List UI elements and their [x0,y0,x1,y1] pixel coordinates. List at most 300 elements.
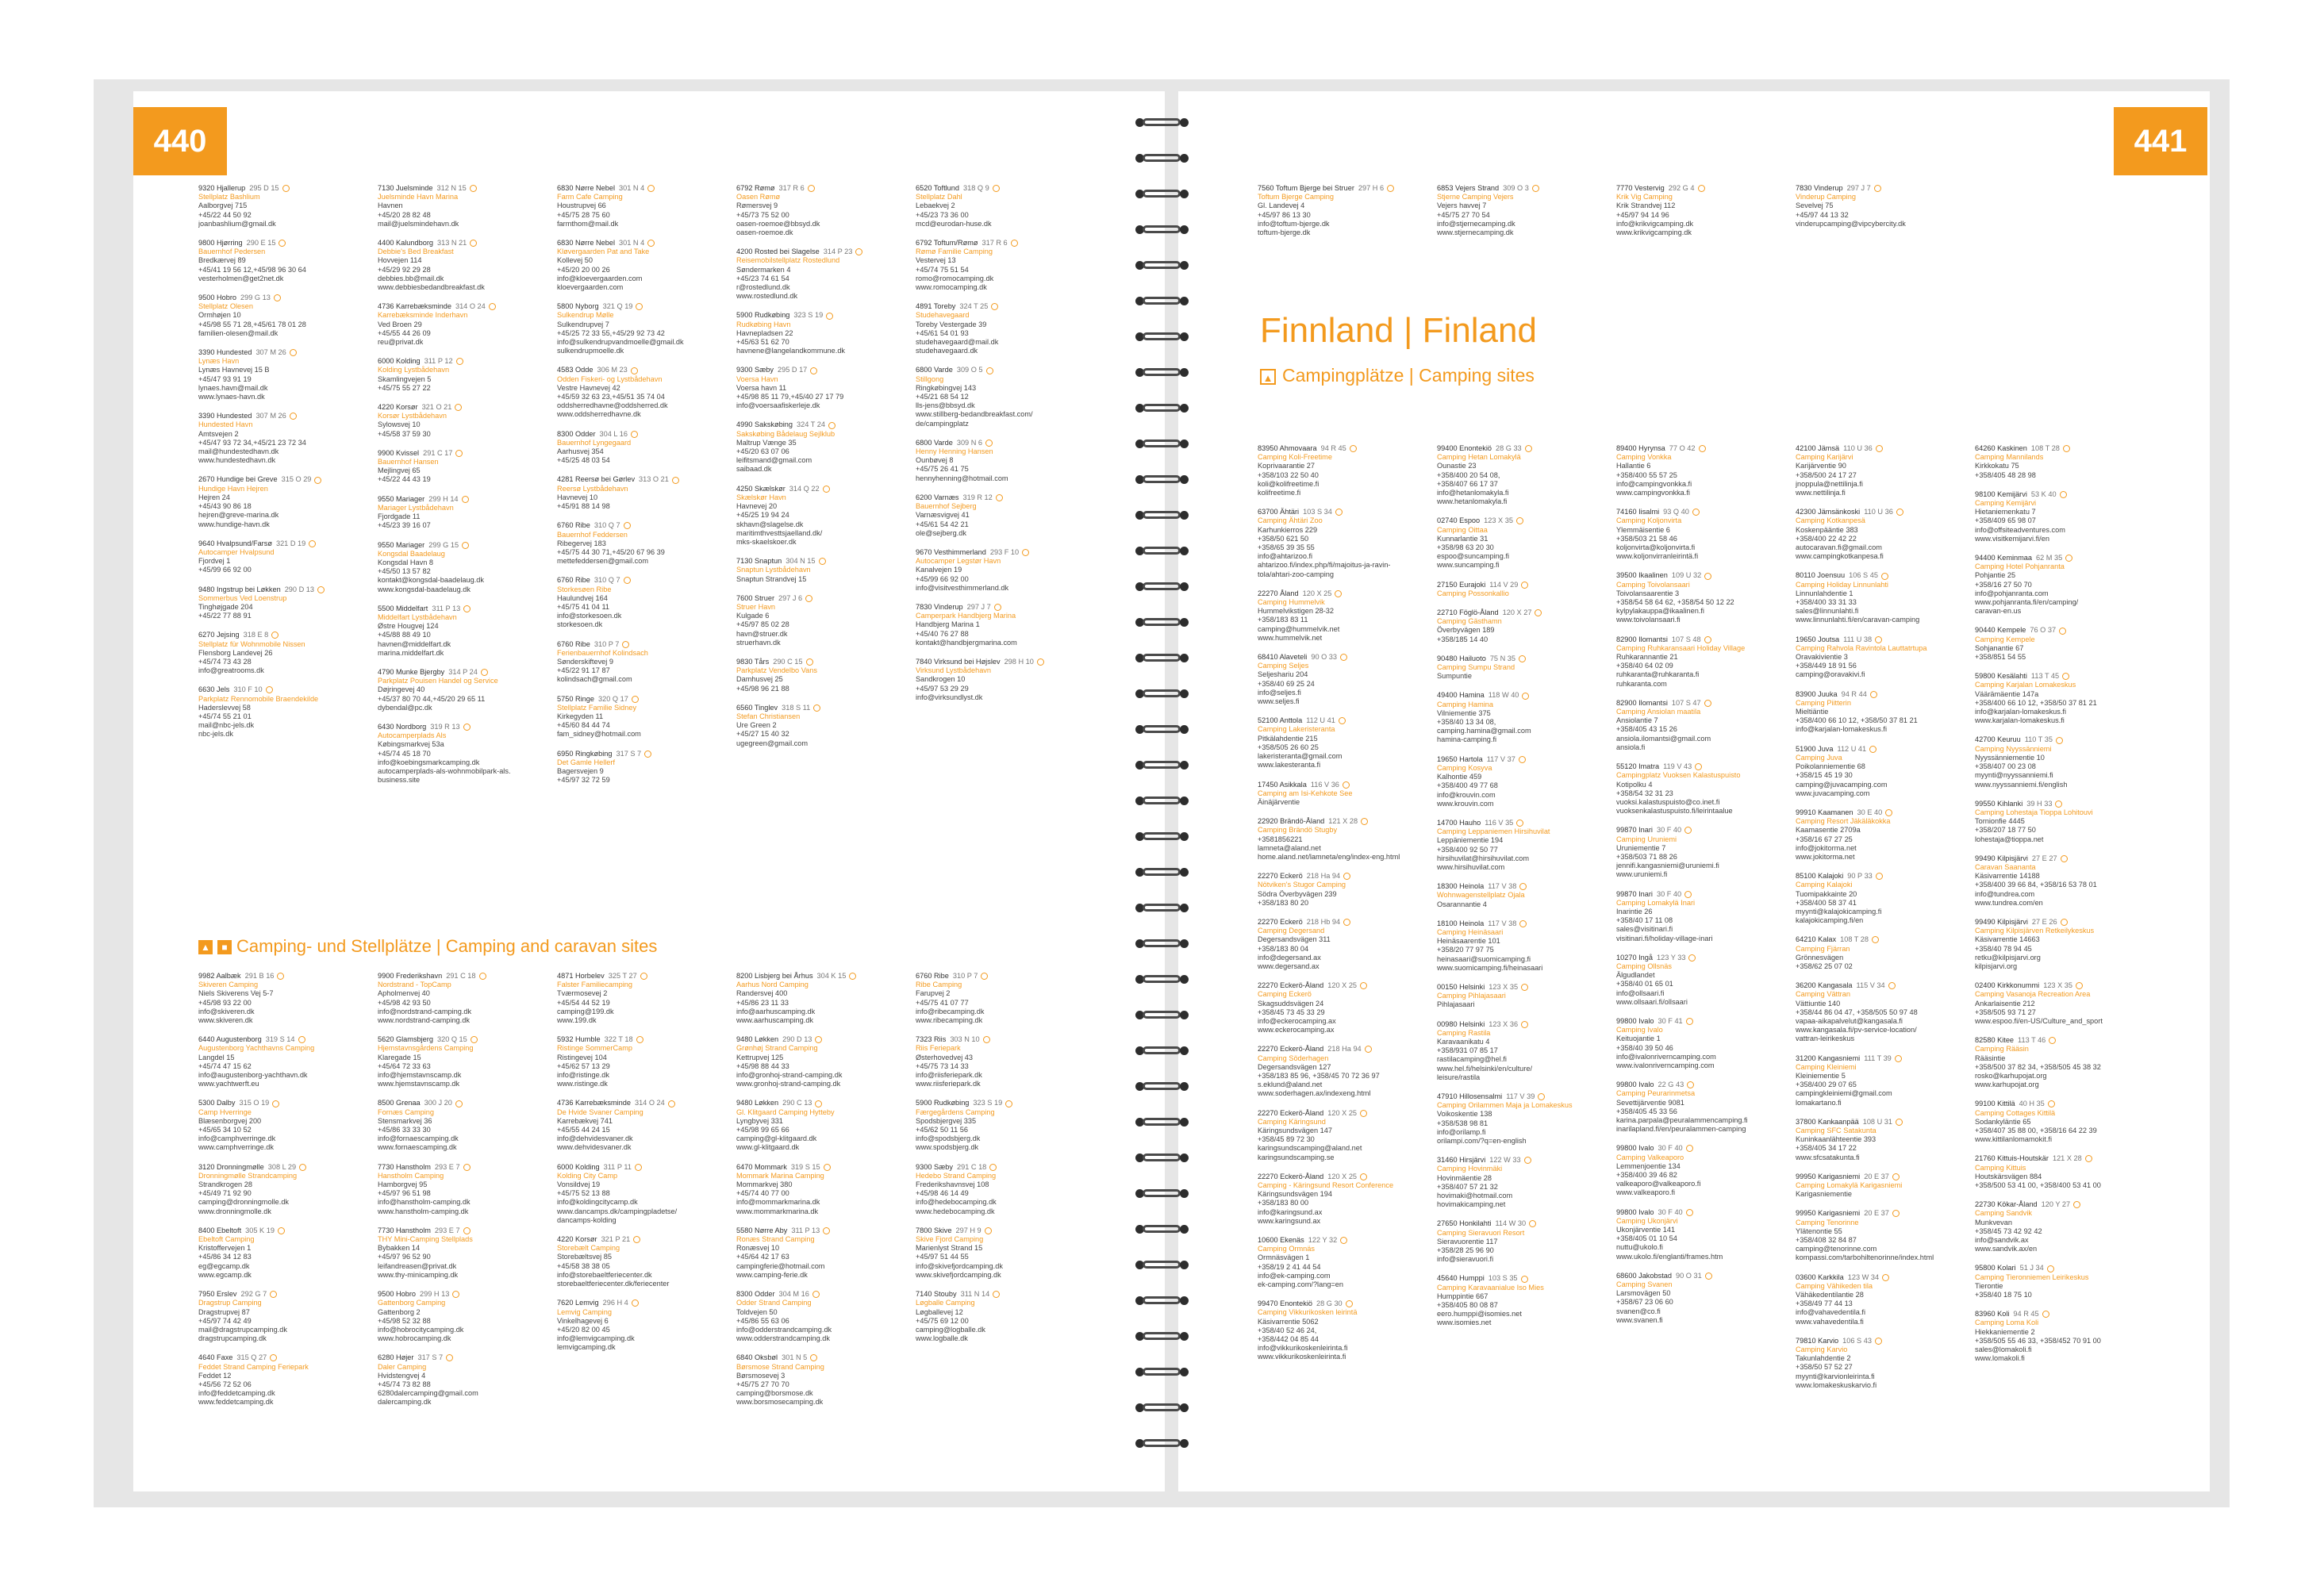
listing-postcode-city: 99800 Ivalo [1616,1144,1654,1153]
listing-detail-line: info@hjemstavnscamp.dk [378,1071,462,1080]
listing-detail-line: vattran-leirikeskus [1796,1034,1855,1043]
listing-map-code: 120 X 25 [1327,1172,1358,1180]
listing-detail-line: +45/75 44 30 71,+45/20 67 96 39 [557,547,665,556]
listing-detail-line: info@voersaafiskerleje.dk [736,401,820,410]
listing-detail-line: +45/88 88 49 10 [378,631,431,639]
listing-entry [736,366,909,410]
listing-map-code: 107 S 48 [1671,635,1701,643]
listing-detail-line: Ronæsvej 10 [736,1244,780,1253]
rating-marker-icon [1532,185,1539,192]
listing-detail-line: Kleiniementie 5 [1796,1071,1846,1080]
listing-map-code: 291 C 18 [957,1162,987,1171]
listing-detail-line: Lemmenjoentie 134 [1616,1161,1681,1170]
listing-detail-line: +358/67 23 06 60 [1616,1298,1673,1307]
rating-marker-icon [270,1354,277,1361]
listing-postcode-city: 83950 Ahmovaara [1258,444,1317,452]
listing-location [198,184,371,193]
listing-location [736,557,909,566]
listing-detail-line: reu@privat.dk [378,338,424,347]
listing-entry [916,493,1089,538]
listing-detail-line: www.dancamps.dk/campingpladetse/ [557,1207,678,1215]
rating-marker-icon [632,1299,639,1307]
binding-wire [1143,547,1181,555]
listing-postcode-city: 7730 Hanstholm [378,1162,431,1171]
listing-location [378,723,551,731]
listing-detail-line: info@jokitorma.net [1796,843,1857,852]
listing-postcode-city: 22270 Eckerö-Åland [1258,1045,1324,1054]
listing-detail-line: www.oddsherredhavne.dk [557,410,641,419]
listing-detail-line: Fjordvej 1 [198,557,231,566]
listing-detail-line: +358/505 26 60 25 [1258,743,1319,751]
listing-postcode-city: 99950 Karigasniemi [1796,1209,1861,1218]
listing-map-code: 315 O 19 [239,1099,270,1107]
listing-name: Camping Käringsund [1258,1117,1326,1126]
listing-detail-line: camping@tenorinne.com [1796,1245,1877,1253]
listing-location [1437,1156,1610,1165]
listing-detail-line: Karijärventie 90 [1796,462,1846,470]
listing-detail-line: de/campingplatz [916,419,969,428]
rating-marker-icon [1885,809,1892,816]
listing-column [1616,184,1789,248]
listing-detail-line: lohestaja@tioppa.net [1975,835,2044,843]
listing-detail-line: +45/41 19 56 12,+45/98 96 30 64 [198,265,306,274]
listing-location [378,495,551,504]
listing-detail-line: +45/20 28 82 48 [378,210,431,219]
listing-detail-line: svanen@co.fi [1616,1307,1661,1315]
listing-entry [916,184,1089,228]
listing-detail-line: www.dronningmolle.dk [198,1207,271,1215]
listing-entry [378,1226,551,1280]
listing-detail-line: +358/98 63 20 30 [1437,543,1494,552]
binding-ring [1135,401,1186,415]
listing-location [1975,918,2148,927]
binding-ring [1135,972,1186,986]
listing-entry [198,585,371,621]
rating-marker-icon [1704,573,1711,580]
rating-marker-icon [470,240,477,247]
listing-location [736,1163,909,1172]
listing-detail-line: havnen@middelfart.dk [378,639,451,648]
listing-detail-line: familien-olesen@mail.dk [198,328,278,337]
listing-detail-line: nuttu@ukolo.fi [1616,1243,1663,1252]
listing-postcode-city: 00980 Helsinki [1437,1019,1485,1028]
listing-name: Camping Lakeristeranta [1258,725,1335,734]
listing-detail-line: +358/103 22 50 40 [1258,470,1319,479]
listing-postcode-city: 5932 Humble [557,1035,601,1044]
listing-postcode-city: 64260 Kaskinen [1975,444,2027,452]
listing-detail-line: +45/99 66 92 00 [916,574,969,583]
listing-map-code: 94 R 45 [1320,444,1346,452]
listing-detail-line: Vättiuntie 140 [1796,999,1841,1008]
listing-detail-line: Ormnäsvägen 1 [1258,1253,1310,1262]
listing-detail-line: sulkendrupmoelle.dk [557,347,624,355]
listing-detail-line: www.hundige-havn.dk [198,520,270,528]
listing-postcode-city: 90480 Hailuoto [1437,654,1486,662]
listing-detail-line: info@odderstrandcamping.dk [736,1325,832,1334]
listing-name: Camping Lomakylä Karigasniemi [1796,1181,1903,1190]
listing-entry [736,1099,909,1152]
listing-detail-line: Haderslevvej 58 [198,703,251,712]
listing-detail-line: Toivolansaarentie 3 [1616,589,1680,597]
rating-marker-icon [270,1291,277,1298]
rating-marker-icon [1360,1110,1367,1117]
listing-location [378,449,551,458]
binding-ring [1135,294,1186,308]
rating-marker-icon [1343,873,1350,880]
listing-postcode-city: 3120 Dronningmølle [198,1162,264,1171]
listing-detail-line: +358/405 45 33 56 [1616,1107,1677,1115]
listing-entry [1437,755,1610,808]
listing-detail-line: www.campingvonkka.fi [1616,489,1690,497]
listing-postcode-city: 94400 Keminmaa [1975,554,2033,562]
listing-detail-line: Niels Skiverens Vej 5-7 [198,989,274,998]
rating-marker-icon [1519,756,1526,763]
listing-map-code: 297 J 6 [778,593,803,602]
listing-name: Camping Seljes [1258,662,1309,670]
rating-marker-icon [2076,982,2083,989]
listing-detail-line: Käsivarrentie 5062 [1258,1317,1319,1326]
listing-postcode-city: 5300 Dalby [198,1099,236,1107]
binding-wire [1143,440,1181,447]
listing-detail-line: Kristoffervejen 1 [198,1244,252,1253]
listing-detail-line: Karavaanikatu 4 [1437,1037,1490,1046]
listing-detail-line: Tornionfie 4445 [1975,817,2025,826]
rating-marker-icon [810,367,817,374]
listing-location [1616,508,1789,516]
listing-postcode-city: 4891 Toreby [916,302,956,311]
listing-name: Camping Mannilands [1975,453,2044,462]
listing-detail-line: Hamborgvej 95 [378,1180,428,1189]
listing-name: Oasen Rømø [736,193,781,202]
listing-detail-line: www.lomakoli.fi [1975,1354,2025,1363]
listing-detail-line: +45/49 71 92 90 [198,1189,252,1198]
listing-detail-line: info@nordstrand-camping.dk [378,1007,472,1015]
listing-detail-line: +358/183 80 04 [1258,944,1309,953]
listing-detail-line: www.lakesteranta.fi [1258,761,1321,770]
binding-hole [1180,904,1189,912]
listing-entry [1616,1017,1789,1070]
rating-marker-icon [1888,982,1896,989]
listing-detail-line: ruhkaranta@ruhkaranta.fi [1616,670,1700,679]
listing-postcode-city: 10600 Ekenäs [1258,1236,1304,1245]
rating-marker-icon [1387,185,1394,192]
listing-detail-line: +358/400 29 07 65 [1796,1081,1857,1089]
listing-detail-line: mks-skaelskoer.dk [736,537,797,546]
listing-detail-line: +358/851 54 55 [1975,653,2026,662]
listing-detail-line: www.romocamping.dk [916,283,987,292]
rating-marker-icon [1521,1021,1528,1028]
listing-detail-line: Ormhøjen 10 [198,311,241,320]
listing-detail-line: r@rostedlund.dk [736,283,790,292]
listing-detail-line: info@lemvigcamping.dk [557,1334,635,1343]
listing-postcode-city: 4400 Kalundborg [378,239,433,248]
rating-marker-icon [1005,1100,1012,1107]
listing-detail-line: Käringsundsvägen 194 [1258,1190,1332,1199]
listing-location [1796,184,1969,193]
listing-name: Parkplatz Pouisen Handel og Service [378,677,498,685]
listing-name: Stellplatz Olesen [198,302,253,311]
listing-detail-line: lynaes.havn@mail.dk [198,383,268,392]
listing-map-code: 314 P 23 [823,248,853,256]
listing-name: Autocamperplads Als [378,731,447,740]
rating-marker-icon [991,303,998,310]
listing-name: Gl. Klitgaard Camping Hytteby [736,1107,835,1116]
listing-name: Stellplatz für Wohnmobile Nissen [198,639,305,648]
rating-marker-icon [1684,827,1692,834]
listing-detail-line: +45/97 86 13 30 [1258,210,1311,219]
listing-detail-line: Käringsundsvägen 147 [1258,1127,1332,1134]
listing-postcode-city: 9982 Aalbæk [198,972,241,980]
listing-name: Camping Svanen [1616,1280,1673,1289]
listing-postcode-city: 6792 Toftum/Rømø [916,239,978,248]
listing-postcode-city: 22270 Eckerö-Åland [1258,981,1324,990]
listing-detail-line: www.uruniemi.fi [1616,870,1668,879]
listing-entry [736,184,909,237]
listing-location [916,439,1089,447]
listing-detail-line: Strandkrogen 28 [198,1180,252,1189]
binding-hole [1180,1439,1189,1448]
listing-entry [1258,872,1431,908]
listing-detail-line: +358/505 55 46 33, +358/452 70 91 00 [1975,1336,2101,1345]
listing-postcode-city: 3390 Hundested [198,348,252,357]
binding-wire [1143,118,1181,126]
listing-entry [557,521,730,566]
listing-entry [378,668,551,712]
listing-name: Camping Valkeaporo [1616,1153,1684,1161]
listing-map-code: 318 S 11 [782,703,811,712]
listing-name: Falster Familiecamping [557,981,632,989]
binding-wire [1143,368,1181,376]
listing-detail-line: inarilapland.fi/en/peuralammen-camping [1616,1125,1746,1134]
listing-detail-line: lamneta@aland.net [1258,843,1321,852]
listing-detail-line: Sevettijärventie 9081 [1616,1098,1684,1107]
listing-postcode-city: 6280 Højer [378,1353,414,1362]
listing-column [378,972,551,1418]
listing-detail-line: Døjringevej 40 [378,685,425,694]
listing-detail-line: lakeristeranta@gmail.com [1258,752,1343,761]
listing-entry [916,1290,1089,1343]
binding-wire [1143,475,1181,483]
listing-location [736,658,909,666]
listing-detail-line: Vähäkedentilantie 28 [1796,1291,1864,1299]
listing-map-code: 305 K 19 [245,1226,275,1234]
listing-detail-line: Humppintie 667 [1437,1292,1489,1300]
listing-location [916,184,1089,193]
listing-location [1437,919,1610,928]
listing-postcode-city: 22270 Eckerö [1258,917,1303,926]
listing-detail-line: www.linnunlahti.fi/en/caravan-camping [1796,616,1920,624]
listing-postcode-city: 42300 Jämsänkoski [1796,508,1861,516]
listing-location [557,640,730,649]
listing-map-code: 108 T 28 [1840,935,1869,944]
listing-location [198,348,371,357]
listing-entry [736,557,909,584]
listing-map-code: 293 E 7 [434,1226,460,1234]
rating-marker-icon [1343,919,1350,926]
listing-name: Camping Gästhamn [1437,617,1502,626]
listing-location [1616,890,1789,899]
listing-entry [378,302,551,347]
listing-map-code: 309 N 6 [956,438,983,447]
listing-map-code: 94 R 44 [1841,689,1867,698]
listing-postcode-city: 5620 Glamsbjerg [378,1035,433,1044]
listing-map-code: 27 E 26 [2031,917,2057,926]
listing-detail-line: +358/400 49 77 68 [1437,781,1498,790]
listing-detail-line: +358/16 67 27 25 [1796,835,1853,843]
listing-name: Camping Pihlajasaari [1437,992,1506,1000]
rating-marker-icon [1896,1119,1903,1126]
listing-name: Camping Loma Koli [1975,1319,2039,1327]
listing-postcode-city: 5500 Middelfart [378,604,428,612]
listing-detail-line: vapaa-aikapalvelut@kangasala.fi [1796,1016,1903,1025]
listing-postcode-city: 19650 Joutsa [1796,635,1840,643]
listing-location [1258,872,1431,881]
listing-map-code: 122 Y 32 [1308,1236,1338,1245]
listing-detail-line: Løgballevej 12 [916,1307,963,1316]
listing-detail-line: info@storebaeltferiecenter.dk [557,1270,652,1279]
rating-marker-icon [470,185,477,192]
rating-marker-icon [983,1036,990,1043]
rating-marker-icon [1519,920,1527,927]
listing-detail-line: ek-camping.com/?lang=en [1258,1280,1344,1289]
listing-detail-line: camping.hamina@gmail.com [1437,727,1531,735]
listing-detail-line: Sylowsvej 10 [378,420,421,429]
listing-entry [378,605,551,658]
rating-marker-icon [1521,1276,1528,1283]
listing-detail-line: mail@juelsmindehavn.dk [378,219,459,228]
listing-detail-line: Hiekkaniementie 2 [1975,1327,2035,1336]
listing-detail-line: Keituojantie 1 [1616,1034,1661,1043]
listing-detail-line: ansiola.ilomantsi@gmail.com [1616,734,1711,743]
listing-entry [1796,872,1969,925]
listing-name: Camping Rahvola Ravintola Lauttatrtupa [1796,643,1927,652]
listing-location [1437,1219,1610,1228]
rating-marker-icon [1360,982,1367,989]
listing-detail-line: www.camphverringe.dk [198,1143,274,1152]
listing-detail-line: Sandkrogen 10 [916,675,966,684]
listing-entry [1796,635,1969,680]
listing-detail-line: info@dehvidesvaner.dk [557,1134,633,1143]
binding-ring [1135,222,1186,236]
listing-detail-line: www.sandvik.ax/en [1975,1245,2038,1253]
listing-map-code: 319 S 15 [790,1162,820,1171]
listing-postcode-city: 83900 Juuka [1796,689,1838,698]
listing-detail-line: Voikoskentie 138 [1437,1110,1492,1119]
listing-column [916,184,1089,712]
listing-entry [916,658,1089,702]
listing-map-code: 39 H 33 [2026,799,2053,808]
listing-location [1258,184,1431,193]
listing-detail-line: Vinkelhagevej 6 [557,1316,609,1325]
binding-hole [1180,618,1189,627]
listing-name: Krik Vig Camping [1616,193,1673,202]
listing-location [916,1163,1089,1172]
listing-detail-line: +45/23 73 36 00 [916,210,969,219]
listing-location [198,1353,371,1362]
listing-detail-line: koljonvirta@koljonvirta.fi [1616,543,1696,552]
listing-postcode-city: 02400 Kirkkonummi [1975,981,2040,990]
listing-name: Caravan Saananta [1975,862,2036,871]
listing-location [378,1163,551,1172]
rating-marker-icon [2055,800,2062,808]
rating-marker-icon [462,542,469,549]
listing-entry [1975,735,2148,789]
rating-marker-icon [1521,582,1528,589]
listing-map-code: 311 P 13 [791,1226,820,1234]
listing-detail-line: +45/64 42 17 63 [736,1253,789,1261]
listing-name: Virksund Lystbådehavn [916,666,992,675]
binding-wire [1143,1011,1181,1019]
listing-detail-line: www.nettilinja.fi [1796,489,1846,497]
listing-name: Camping Kotkanpesä [1796,516,1865,525]
rating-marker-icon [823,486,830,493]
listing-postcode-city: 22920 Brändö-Åland [1258,817,1325,826]
listing-location [1258,817,1431,826]
listing-detail-line: www.feddetcamping.dk [198,1398,274,1407]
listing-postcode-city: 22730 Kökar-Åland [1975,1200,2038,1209]
binding-wire [1143,1153,1181,1161]
binding-hole [1180,1189,1189,1198]
listing-detail-line: Ansiolantie 7 [1616,716,1658,725]
listing-entry [557,750,730,785]
rating-marker-icon [855,248,862,255]
listing-entry [736,972,909,1025]
listing-map-code: 113 T 46 [2018,1036,2046,1045]
listing-map-code: 116 V 35 [1485,818,1514,827]
listing-postcode-city: 9900 Frederikshavn [378,972,443,980]
listing-map-code: 28 G 33 [1495,444,1522,452]
listing-detail-line: www.skivefjordcamping.dk [916,1270,1001,1279]
listing-entry [1975,1264,2148,1299]
listing-name: Camping Brändö Stugby [1258,826,1338,835]
listing-postcode-city: 47910 Hillosensalmi [1437,1092,1503,1100]
listing-map-code: 307 M 26 [255,412,286,420]
listing-detail-line: www.hirsihuvilat.com [1437,862,1505,871]
listing-location [1437,1274,1610,1283]
listing-detail-line: +45/73 75 52 00 [736,210,789,219]
binding-wire [1143,761,1181,769]
listing-detail-line: kilpisjarvi.org [1975,962,2018,970]
listing-location [916,658,1089,666]
listing-name: Reisemobilstellplatz Rostedlund [736,256,840,265]
listing-detail-line: +45/98 42 93 50 [378,998,431,1007]
listing-detail-line: +358/20 77 97 75 [1437,946,1494,954]
listing-location [1616,762,1789,771]
listing-postcode-city: 7830 Vinderup [916,602,963,611]
listing-detail-line: +358/400 58 37 41 [1796,898,1857,907]
listing-detail-line: Havnen [378,202,403,210]
listing-detail-line: espoo@suncamping.fi [1437,552,1510,561]
listing-detail-line: Bybakken 14 [378,1244,421,1253]
rating-marker-icon [647,185,655,192]
listing-detail-line: +358/405 01 10 54 [1616,1234,1677,1243]
listing-name: Camping Vonkka [1616,453,1672,462]
listing-name: Farm Cafe Camping [557,193,623,202]
listing-location [1796,1273,1969,1282]
binding-wire [1143,1118,1181,1126]
listing-name: Parkplatz Vendelbo Vans [736,666,817,675]
listing-detail-line: +45/97 74 42 49 [198,1316,252,1325]
listing-map-code: 304 K 15 [816,972,847,980]
listing-postcode-city: 19650 Hartola [1437,754,1483,763]
listing-detail-line: +45/98 55 71 28,+45/61 78 01 28 [198,320,306,328]
listing-postcode-city: 99910 Kaamanen [1796,808,1853,816]
listing-detail-line: +358/183 80 20 [1258,898,1309,907]
listing-entry [1796,1209,1969,1262]
listing-detail-line: info@aarhuscamping.dk [736,1007,816,1015]
listing-detail-line: koli@kolifreetime.fi [1258,479,1319,488]
listing-detail-line: toftum-bjerge.dk [1258,228,1311,237]
